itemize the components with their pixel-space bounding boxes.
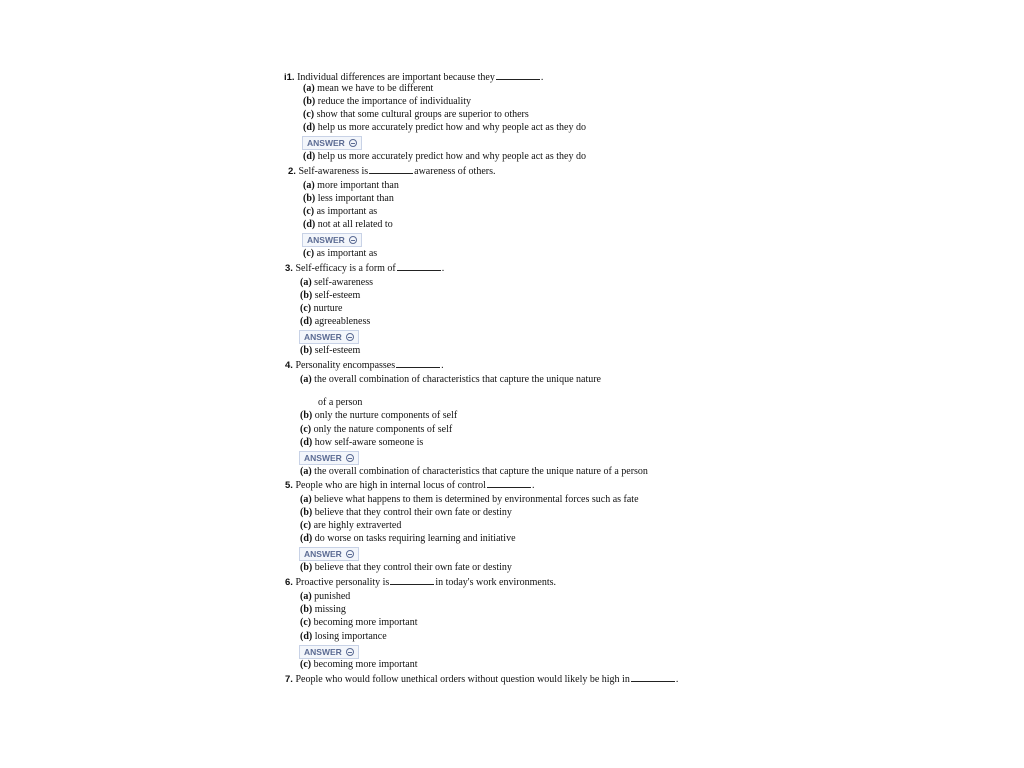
answer-button-label: ANSWER <box>307 138 345 148</box>
option-a <box>303 180 399 192</box>
option-b <box>303 96 471 108</box>
option-text: not at all related to <box>317 219 393 230</box>
answer-blank <box>487 478 531 488</box>
answer-value: as important as <box>316 248 378 259</box>
question-text-end: . <box>441 360 444 371</box>
option-b <box>300 410 457 422</box>
option-b <box>300 507 512 519</box>
option-label: (a) <box>300 374 312 385</box>
question-text-end: in today's work environments. <box>435 577 556 588</box>
answer-value: help us more accurately predict how and why people act as they do <box>317 151 586 162</box>
option-label: (c) <box>300 617 312 628</box>
question-6 <box>285 575 556 589</box>
option-label: (b) <box>300 410 313 421</box>
question-text: Self-awareness is <box>298 166 369 177</box>
option-label: (d) <box>300 316 313 327</box>
option-text: missing <box>314 604 346 615</box>
answer-blank <box>631 672 675 682</box>
question-text: People who are high in internal locus of control <box>295 480 486 491</box>
answer-text <box>303 248 377 260</box>
question-text-end: . <box>531 480 535 491</box>
question-text-end: awareness of others. <box>414 166 496 177</box>
option-text-continued: of a person <box>318 397 363 408</box>
option-c <box>303 109 529 121</box>
question-text-end: . <box>540 72 544 83</box>
collapse-icon <box>349 139 357 147</box>
option-label: (c) <box>303 109 315 120</box>
option-label: (a) <box>303 180 315 191</box>
option-label: (c) <box>300 520 312 531</box>
question-text: Individual differences are important because they <box>297 72 495 83</box>
question-text: Personality encompasses <box>295 360 396 371</box>
answer-toggle-button[interactable] <box>302 136 362 150</box>
option-text: reduce the importance of individuality <box>317 96 472 107</box>
answer-text <box>300 562 512 574</box>
option-a <box>300 494 639 506</box>
option-label: (a) <box>300 591 312 602</box>
option-label: (d) <box>303 122 316 133</box>
option-label: (b) <box>300 290 313 301</box>
answer-button-label: ANSWER <box>304 332 342 342</box>
question-number: i1. <box>284 72 295 83</box>
option-label: (d) <box>300 631 313 642</box>
answer-toggle-button[interactable] <box>302 233 362 247</box>
option-label: (c) <box>300 303 312 314</box>
answer-label: (c) <box>300 659 312 670</box>
question-7 <box>285 672 678 686</box>
collapse-icon <box>346 550 354 558</box>
option-b <box>303 193 394 205</box>
option-a <box>303 83 433 95</box>
answer-toggle-button[interactable] <box>299 451 359 465</box>
option-c <box>303 206 377 218</box>
answer-button-label: ANSWER <box>307 235 345 245</box>
option-text: self-esteem <box>314 290 361 301</box>
option-text: the overall combination of characteristics that capture the unique nature <box>314 374 601 385</box>
option-text: do worse on tasks requiring learning and initiative <box>314 533 516 544</box>
answer-toggle-button[interactable] <box>299 330 359 344</box>
question-number: 2. <box>288 166 296 177</box>
option-c <box>300 617 417 629</box>
option-d <box>303 122 586 134</box>
option-a <box>300 374 601 386</box>
answer-blank <box>369 164 413 174</box>
option-text: becoming more important <box>313 617 418 628</box>
answer-blank <box>390 575 434 585</box>
answer-text <box>300 466 648 478</box>
answer-text <box>300 345 360 357</box>
option-text: more important than <box>317 180 399 191</box>
option-text: how self-aware someone is <box>314 437 424 448</box>
question-number: 3. <box>285 263 293 274</box>
option-c <box>300 520 401 532</box>
answer-button-label: ANSWER <box>304 549 342 559</box>
option-text: believe what happens to them is determined by environmental forces such as fate <box>314 494 639 505</box>
question-text: Self-efficacy is a form of <box>295 263 396 274</box>
option-label: (d) <box>300 437 313 448</box>
collapse-icon <box>346 454 354 462</box>
question-text-end: . <box>441 263 445 274</box>
answer-label: (b) <box>300 562 313 573</box>
answer-value: the overall combination of characteristics that capture the unique nature of a person <box>314 466 648 477</box>
question-number: 7. <box>285 674 293 685</box>
question-3 <box>285 261 444 275</box>
collapse-icon <box>346 333 354 341</box>
answer-button-label: ANSWER <box>304 647 342 657</box>
option-d <box>300 533 516 545</box>
answer-label: (d) <box>303 151 316 162</box>
option-c <box>300 424 452 436</box>
answer-text <box>303 151 586 163</box>
answer-toggle-button[interactable] <box>299 645 359 659</box>
answer-value: becoming more important <box>313 659 418 670</box>
question-text: Proactive personality is <box>295 577 390 588</box>
option-c <box>300 303 343 315</box>
option-label: (b) <box>303 96 316 107</box>
option-label: (d) <box>303 219 316 230</box>
answer-label: (a) <box>300 466 312 477</box>
option-label: (b) <box>303 193 316 204</box>
option-text: are highly extraverted <box>313 520 402 531</box>
answer-label: (b) <box>300 345 313 356</box>
question-1 <box>284 70 543 84</box>
answer-label: (c) <box>303 248 315 259</box>
option-text: only the nurture components of self <box>314 410 458 421</box>
option-a <box>300 277 373 289</box>
option-label: (b) <box>300 604 313 615</box>
collapse-icon <box>349 236 357 244</box>
answer-toggle-button[interactable] <box>299 547 359 561</box>
option-label: (a) <box>303 83 315 94</box>
collapse-icon <box>346 648 354 656</box>
option-label: (c) <box>300 424 312 435</box>
answer-blank <box>397 261 441 271</box>
option-label: (b) <box>300 507 313 518</box>
question-number: 6. <box>285 577 293 588</box>
answer-blank <box>496 70 540 80</box>
question-text-end: . <box>675 674 679 685</box>
option-text: punished <box>314 591 351 602</box>
option-d <box>300 316 370 328</box>
answer-value: believe that they control their own fate or destiny <box>314 562 512 573</box>
option-b <box>300 604 346 616</box>
option-text: believe that they control their own fate or destiny <box>314 507 512 518</box>
option-a <box>300 591 350 603</box>
question-5 <box>285 478 534 492</box>
option-text: show that some cultural groups are superior to others <box>316 109 529 120</box>
option-label: (c) <box>303 206 315 217</box>
option-label: (a) <box>300 494 312 505</box>
option-d <box>303 219 393 231</box>
option-text: as important as <box>316 206 378 217</box>
option-d <box>300 631 387 643</box>
option-label: (a) <box>300 277 312 288</box>
option-text: self-awareness <box>314 277 374 288</box>
option-text: less important than <box>317 193 394 204</box>
question-4 <box>285 358 444 372</box>
question-number: 5. <box>285 480 293 491</box>
answer-button-label: ANSWER <box>304 453 342 463</box>
option-text: only the nature components of self <box>313 424 453 435</box>
option-text: nurture <box>313 303 343 314</box>
option-d <box>300 437 423 449</box>
option-text: mean we have to be different <box>317 83 434 94</box>
answer-blank <box>396 358 440 368</box>
option-label: (d) <box>300 533 313 544</box>
answer-text <box>300 659 417 671</box>
question-2 <box>288 164 496 178</box>
answer-value: self-esteem <box>314 345 361 356</box>
question-number: 4. <box>285 360 293 371</box>
question-text: People who would follow unethical orders without question would likely be high in <box>295 674 630 685</box>
option-text: losing importance <box>314 631 387 642</box>
option-text: help us more accurately predict how and why people act as they do <box>317 122 586 133</box>
option-b <box>300 290 360 302</box>
option-text: agreeableness <box>314 316 371 327</box>
